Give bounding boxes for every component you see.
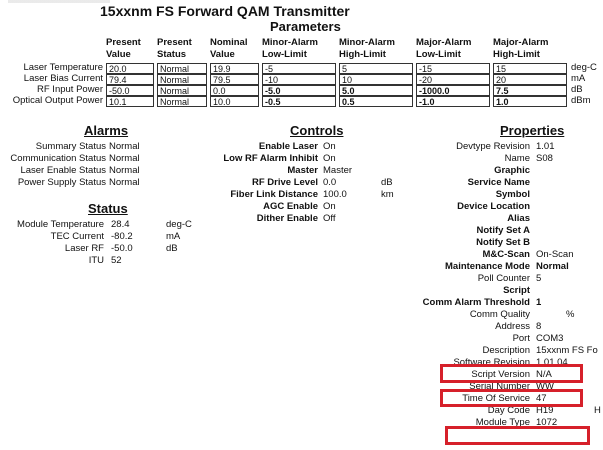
property-label: Maintenance Mode: [445, 261, 530, 272]
column-header: Present: [157, 37, 192, 48]
column-header: Major-Alarm: [493, 37, 549, 48]
table-cell: 19.9: [210, 63, 259, 74]
property-value: 5: [536, 273, 542, 284]
table-cell: 10.1: [106, 96, 154, 107]
control-value: On: [323, 201, 336, 212]
column-header: Minor-Alarm: [262, 37, 318, 48]
alarm-value: Normal: [109, 165, 140, 176]
control-value: Off: [323, 213, 336, 224]
table-cell: -20: [416, 74, 490, 85]
status-label: Module Temperature: [17, 219, 104, 230]
highlight-module-type: [445, 426, 590, 445]
property-label: Comm Quality: [469, 309, 530, 320]
row-unit: dB: [571, 84, 583, 95]
alarm-label: Laser Enable Status: [20, 165, 106, 176]
control-unit: km: [381, 189, 394, 200]
highlight-serial-number: [440, 389, 583, 407]
property-value: S08: [536, 153, 553, 164]
highlight-software-revision: [440, 364, 583, 383]
property-label: Module Type: [475, 417, 530, 428]
table-cell: -5: [262, 63, 336, 74]
control-unit: dB: [381, 177, 393, 188]
property-label: Address: [495, 321, 530, 332]
property-label: Time Of Service: [462, 393, 530, 404]
row-label: RF Input Power: [37, 84, 103, 95]
status-value: 52: [111, 255, 122, 266]
alarm-value: Normal: [109, 177, 140, 188]
property-label: Graphic: [494, 165, 530, 176]
status-value: -80.2: [111, 231, 133, 242]
table-cell: 0.5: [339, 96, 413, 107]
property-label: Comm Alarm Threshold: [422, 297, 530, 308]
status-label: TEC Current: [50, 231, 104, 242]
table-cell: 79.5: [210, 74, 259, 85]
property-value: Normal: [536, 261, 569, 272]
table-cell: Normal: [157, 96, 207, 107]
table-cell: Normal: [157, 63, 207, 74]
row-unit: deg-C: [571, 62, 597, 73]
property-value: On-Scan: [536, 249, 574, 260]
control-value: 100.0: [323, 189, 347, 200]
control-label: Fiber Link Distance: [230, 189, 318, 200]
column-header: Low-Limit: [416, 49, 461, 60]
table-cell: 0.0: [210, 85, 259, 96]
parameters-heading: Parameters: [270, 19, 341, 34]
property-value: 47: [536, 393, 547, 404]
table-cell: -15: [416, 63, 490, 74]
property-value: H19: [536, 405, 554, 416]
status-value: -50.0: [111, 243, 133, 254]
property-label: Notify Set A: [476, 225, 530, 236]
table-cell: -50.0: [106, 85, 154, 96]
table-cell: 20.0: [106, 63, 154, 74]
properties-overflow-char: H: [594, 405, 601, 416]
page-title: 15xxnm FS Forward QAM Transmitter: [100, 3, 350, 19]
table-cell: Normal: [157, 74, 207, 85]
column-header: Major-Alarm: [416, 37, 472, 48]
property-value: 15xxnm FS Fo: [536, 345, 598, 356]
property-label: Software Revision: [453, 357, 530, 368]
column-header: Value: [106, 49, 131, 60]
control-label: AGC Enable: [263, 201, 318, 212]
table-cell: Normal: [157, 85, 207, 96]
table-cell: 7.5: [493, 85, 567, 96]
column-header: Status: [157, 49, 187, 60]
table-cell: 20: [493, 74, 567, 85]
row-label: Optical Output Power: [12, 95, 103, 106]
property-label: Devtype Revision: [456, 141, 530, 152]
column-header: Low-Limit: [262, 49, 307, 60]
status-label: ITU: [88, 255, 104, 266]
property-value: 1.01.04: [536, 357, 568, 368]
alarms-heading: Alarms: [84, 123, 129, 138]
property-value: 1.01: [536, 141, 555, 152]
property-label: Name: [504, 153, 530, 164]
table-cell: -10: [262, 74, 336, 85]
table-cell: 5: [339, 63, 413, 74]
control-value: On: [323, 141, 336, 152]
property-label: Script: [503, 285, 530, 296]
property-label: Script Version: [471, 369, 530, 380]
property-value: COM3: [536, 333, 564, 344]
alarm-label: Power Supply Status: [17, 177, 106, 188]
status-value: 28.4: [111, 219, 130, 230]
status-unit: dB: [166, 243, 178, 254]
property-label: Serial Number: [469, 381, 530, 392]
column-header: High-Limit: [339, 49, 386, 60]
property-label: Poll Counter: [477, 273, 530, 284]
table-cell: -1000.0: [416, 85, 490, 96]
property-label: Service Name: [467, 177, 530, 188]
table-cell: 79.4: [106, 74, 154, 85]
control-value: Master: [323, 165, 353, 176]
cropped-header-remnant: [0, 0, 110, 3]
control-value: 0.0: [323, 177, 337, 188]
property-label: Day Code: [487, 405, 530, 416]
control-label: Enable Laser: [258, 141, 318, 152]
property-value: WW: [536, 381, 554, 392]
property-label: Symbol: [495, 189, 530, 200]
property-value: 1: [536, 297, 542, 308]
alarm-value: Normal: [109, 141, 140, 152]
controls-heading: Controls: [290, 123, 344, 138]
column-header: Value: [210, 49, 235, 60]
row-unit: dBm: [571, 95, 591, 106]
property-value: %: [566, 309, 575, 320]
control-label: Master: [287, 165, 318, 176]
table-cell: 1.0: [493, 96, 567, 107]
table-cell: 5.0: [339, 85, 413, 96]
column-header: Minor-Alarm: [339, 37, 395, 48]
table-cell: -1.0: [416, 96, 490, 107]
column-header: High-Limit: [493, 49, 540, 60]
property-label: Description: [482, 345, 530, 356]
property-label: Device Location: [457, 201, 530, 212]
property-label: Alias: [507, 213, 530, 224]
status-unit: deg-C: [166, 219, 192, 230]
table-cell: 10.0: [210, 96, 259, 107]
table-cell: 15: [493, 63, 567, 74]
status-heading: Status: [88, 201, 128, 216]
row-unit: mA: [571, 73, 586, 84]
column-header: Nominal: [210, 37, 248, 48]
property-value: N/A: [536, 369, 552, 380]
column-header: Present: [106, 37, 141, 48]
alarm-value: Normal: [109, 153, 140, 164]
row-label: Laser Bias Current: [23, 73, 103, 84]
alarm-label: Communication Status: [10, 153, 106, 164]
table-cell: 10: [339, 74, 413, 85]
row-label: Laser Temperature: [23, 62, 103, 73]
property-label: Port: [512, 333, 530, 344]
status-unit: mA: [166, 231, 181, 242]
table-cell: -0.5: [262, 96, 336, 107]
property-label: Notify Set B: [476, 237, 530, 248]
status-label: Laser RF: [64, 243, 104, 254]
property-value: 8: [536, 321, 542, 332]
properties-heading: Properties: [500, 123, 565, 138]
property-label: M&C-Scan: [482, 249, 530, 260]
control-label: Low RF Alarm Inhibit: [223, 153, 318, 164]
table-cell: -5.0: [262, 85, 336, 96]
alarm-label: Summary Status: [35, 141, 106, 152]
control-label: Dither Enable: [256, 213, 318, 224]
property-value: 1072: [536, 417, 558, 428]
control-value: On: [323, 153, 336, 164]
control-label: RF Drive Level: [252, 177, 318, 188]
